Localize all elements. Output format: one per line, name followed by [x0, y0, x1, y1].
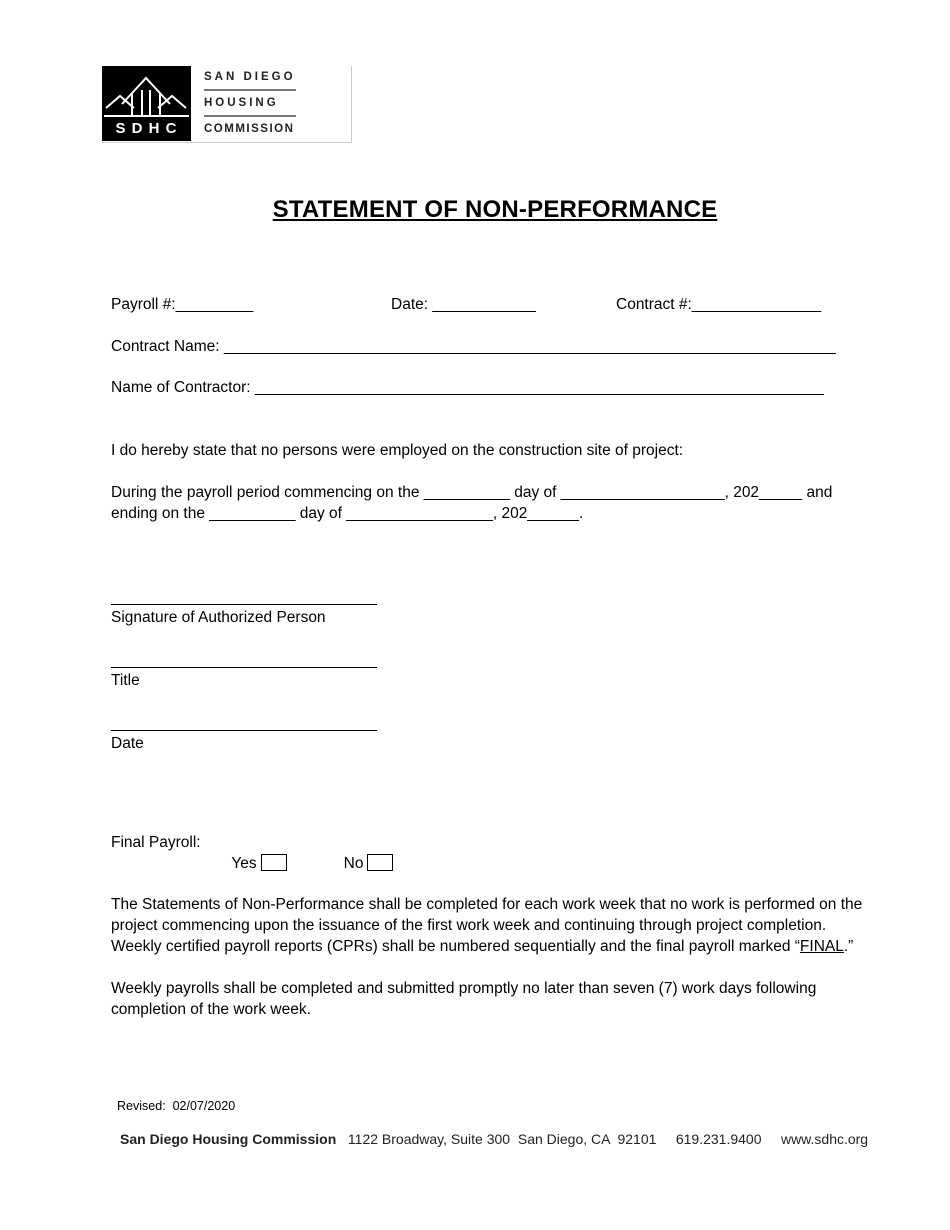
sdhc-logo [102, 66, 352, 143]
logo-line-3: COMMISSION [204, 123, 295, 135]
payroll-number-field[interactable]: Payroll #:_________ [111, 296, 254, 313]
page-title: STATEMENT OF NON-PERFORMANCE [272, 196, 718, 223]
signature-label: Signature of Authorized Person [111, 609, 326, 626]
footer-website: www.sdhc.org [780, 1131, 869, 1147]
logo-line-2: HOUSING [204, 97, 279, 109]
logo-wordmark [204, 69, 304, 137]
logo-letters: S D H C [115, 120, 178, 137]
yes-label: Yes [231, 855, 257, 872]
note-paragraph-1-line-2: project commencing upon the issuance of the first work week and continuing through project completion. [111, 917, 827, 934]
house-outline-icon [102, 66, 191, 121]
date-label: Date [111, 735, 144, 752]
note-text: Weekly certified payroll reports (CPRs) shall be numbered sequentially and the final payroll marked “ [111, 938, 800, 955]
note-paragraph-2-line-2: completion of the work week. [111, 1001, 311, 1018]
logo-house-icon [102, 66, 191, 141]
no-checkbox[interactable] [367, 854, 393, 871]
payroll-period-line-2[interactable]: ending on the __________ day of _________________, 202______. [111, 505, 584, 522]
contract-name-field[interactable]: Contract Name: _______________________________________________________________________ [111, 338, 836, 355]
logo-divider [204, 115, 296, 117]
footer-address: 1122 Broadway, Suite 300 San Diego, CA 92101 [347, 1131, 657, 1147]
final-payroll-no [335, 832, 393, 874]
date-line[interactable] [111, 729, 377, 731]
final-payroll-label: Final Payroll: [111, 834, 201, 851]
statement-text: I do hereby state that no persons were employed on the construction site of project: [111, 442, 684, 459]
footer-phone: 619.231.9400 [675, 1131, 762, 1147]
final-payroll-yes [223, 832, 287, 874]
date-field[interactable]: Date: ____________ [391, 296, 536, 313]
no-label: No [343, 855, 364, 872]
contract-number-field[interactable]: Contract #:_______________ [616, 296, 822, 313]
footer-org: San Diego Housing Commission [120, 1131, 337, 1147]
revised-date: Revised: 02/07/2020 [117, 1099, 236, 1113]
logo-divider [204, 89, 296, 91]
contractor-name-field[interactable]: Name of Contractor: __________________________________________________________________ [111, 379, 824, 396]
payroll-period-line-1[interactable]: During the payroll period commencing on the __________ day of ___________________, 202_____ and [111, 484, 833, 501]
note-paragraph-1-line-1: The Statements of Non-Performance shall be completed for each work week that no work is performed on the [111, 896, 863, 913]
footer [120, 1131, 868, 1147]
final-emphasis: FINAL [799, 938, 844, 955]
note-text-end: .” [843, 938, 854, 955]
yes-checkbox[interactable] [261, 854, 287, 871]
note-paragraph-1-line-3 [111, 936, 853, 957]
title-label: Title [111, 672, 140, 689]
note-paragraph-2-line-1: Weekly payrolls shall be completed and submitted promptly no later than seven (7) work days following [111, 980, 817, 997]
signature-line[interactable] [111, 603, 377, 605]
logo-line-1: SAN DIEGO [204, 71, 296, 83]
title-line[interactable] [111, 666, 377, 668]
